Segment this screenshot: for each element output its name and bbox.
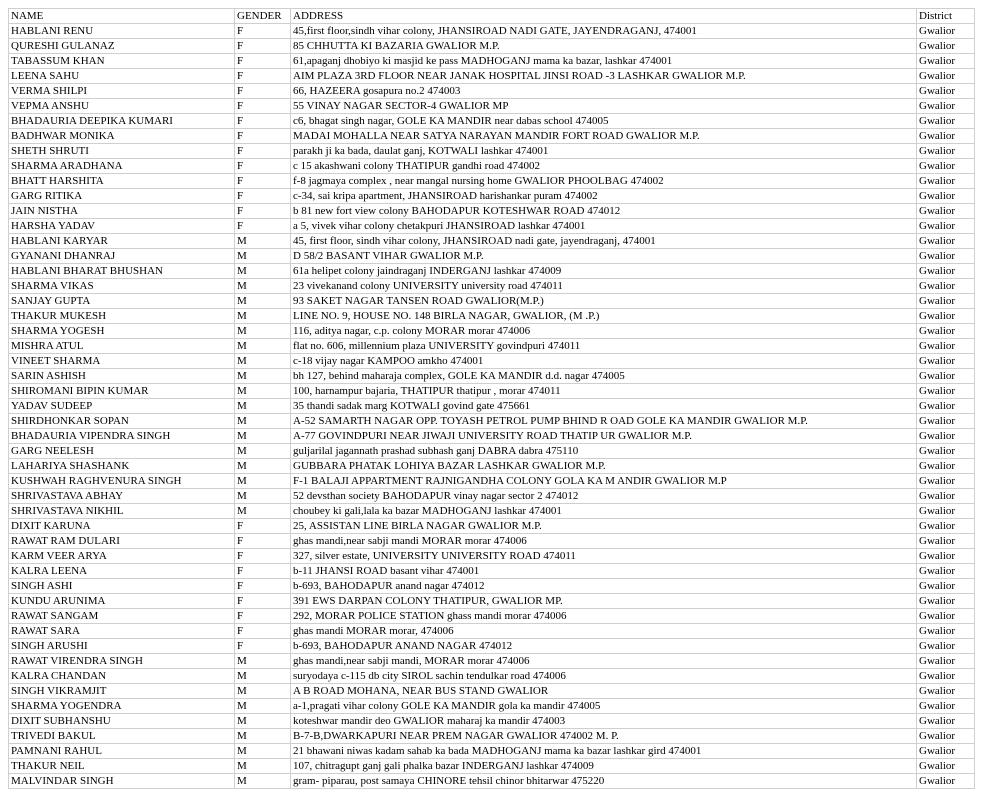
address-cell[interactable]: 23 vivekanand colony UNIVERSITY university road 474011 — [291, 279, 917, 294]
name-cell[interactable]: TRIVEDI BAKUL — [9, 729, 235, 744]
table-row — [9, 459, 975, 474]
name-cell[interactable]: BADHWAR MONIKA — [9, 129, 235, 144]
address-cell[interactable]: MADAI MOHALLA NEAR SATYA NARAYAN MANDIR FORT ROAD GWALIOR M.P. — [291, 129, 917, 144]
address-cell[interactable]: 35 thandi sadak marg KOTWALI govind gate 475661 — [291, 399, 917, 414]
address-cell[interactable]: 61a helipet colony jaindraganj INDERGANJ lashkar 474009 — [291, 264, 917, 279]
gender-cell[interactable]: F — [235, 39, 291, 54]
table-row — [9, 579, 975, 594]
district-cell[interactable]: Gwalior — [917, 249, 975, 264]
name-cell[interactable]: MISHRA ATUL — [9, 339, 235, 354]
name-cell[interactable]: HARSHA YADAV — [9, 219, 235, 234]
address-cell[interactable]: flat no. 606, millennium plaza UNIVERSITY govindpuri 474011 — [291, 339, 917, 354]
table-row — [9, 594, 975, 609]
table-row — [9, 174, 975, 189]
name-cell[interactable]: KALRA LEENA — [9, 564, 235, 579]
address-cell[interactable]: b-693, BAHODAPUR anand nagar 474012 — [291, 579, 917, 594]
gender-cell[interactable]: F — [235, 69, 291, 84]
name-cell[interactable]: PAMNANI RAHUL — [9, 744, 235, 759]
address-cell[interactable]: ghas mandi,near sabji mandi, MORAR morar 474006 — [291, 654, 917, 669]
district-cell[interactable]: Gwalior — [917, 414, 975, 429]
name-cell[interactable]: HABLANI BHARAT BHUSHAN — [9, 264, 235, 279]
table-row — [9, 519, 975, 534]
table-row — [9, 684, 975, 699]
name-cell[interactable]: SARIN ASHISH — [9, 369, 235, 384]
district-cell[interactable]: Gwalior — [917, 129, 975, 144]
name-cell[interactable]: SINGH ASHI — [9, 579, 235, 594]
address-cell[interactable]: bh 127, behind maharaja complex, GOLE KA MANDIR d.d. nagar 474005 — [291, 369, 917, 384]
gender-cell[interactable]: M — [235, 309, 291, 324]
gender-cell[interactable]: F — [235, 129, 291, 144]
gender-cell[interactable]: M — [235, 429, 291, 444]
name-cell[interactable]: SHRIVASTAVA ABHAY — [9, 489, 235, 504]
gender-cell[interactable]: M — [235, 459, 291, 474]
name-cell[interactable]: SHARMA ARADHANA — [9, 159, 235, 174]
table-row — [9, 354, 975, 369]
gender-cell[interactable]: M — [235, 759, 291, 774]
address-cell[interactable]: b-693, BAHODAPUR ANAND NAGAR 474012 — [291, 639, 917, 654]
name-cell[interactable]: MALVINDAR SINGH — [9, 774, 235, 789]
name-cell[interactable]: SINGH ARUSHI — [9, 639, 235, 654]
district-cell[interactable]: Gwalior — [917, 174, 975, 189]
gender-cell[interactable]: F — [235, 189, 291, 204]
district-cell[interactable]: Gwalior — [917, 774, 975, 789]
address-cell[interactable]: koteshwar mandir deo GWALIOR maharaj ka mandir 474003 — [291, 714, 917, 729]
gender-cell[interactable]: F — [235, 519, 291, 534]
address-cell[interactable]: 292, MORAR POLICE STATION ghass mandi morar 474006 — [291, 609, 917, 624]
name-cell[interactable]: YADAV SUDEEP — [9, 399, 235, 414]
district-cell[interactable]: Gwalior — [917, 474, 975, 489]
gender-cell[interactable]: M — [235, 384, 291, 399]
gender-cell[interactable]: F — [235, 114, 291, 129]
district-cell[interactable]: Gwalior — [917, 264, 975, 279]
address-cell[interactable]: 391 EWS DARPAN COLONY THATIPUR, GWALIOR MP. — [291, 594, 917, 609]
address-cell[interactable]: 61,apaganj dhobiyo ki masjid ke pass MADHOGANJ mama ka bazar, lashkar 474001 — [291, 54, 917, 69]
name-cell[interactable]: RAWAT SARA — [9, 624, 235, 639]
name-cell[interactable]: SHARMA VIKAS — [9, 279, 235, 294]
column-header-gender[interactable]: GENDER — [235, 9, 291, 24]
address-cell[interactable]: gram- piparau, post samaya CHINORE tehsil chinor bhitarwar 475220 — [291, 774, 917, 789]
district-cell[interactable]: Gwalior — [917, 579, 975, 594]
address-cell[interactable]: b-11 JHANSI ROAD basant vihar 474001 — [291, 564, 917, 579]
gender-cell[interactable]: F — [235, 579, 291, 594]
name-cell[interactable]: LEENA SAHU — [9, 69, 235, 84]
name-cell[interactable]: HABLANI KARYAR — [9, 234, 235, 249]
table-row — [9, 564, 975, 579]
district-cell[interactable]: Gwalior — [917, 309, 975, 324]
name-cell[interactable]: HABLANI RENU — [9, 24, 235, 39]
address-cell[interactable]: choubey ki gali,lala ka bazar MADHOGANJ lashkar 474001 — [291, 504, 917, 519]
district-cell[interactable]: Gwalior — [917, 84, 975, 99]
district-cell[interactable]: Gwalior — [917, 294, 975, 309]
address-cell[interactable]: a 5, vivek vihar colony chetakpuri JHANSIROAD lashkar 474001 — [291, 219, 917, 234]
district-cell[interactable]: Gwalior — [917, 639, 975, 654]
table-row — [9, 549, 975, 564]
table-row — [9, 339, 975, 354]
table-row — [9, 399, 975, 414]
table-row — [9, 264, 975, 279]
gender-cell[interactable]: M — [235, 729, 291, 744]
district-cell[interactable]: Gwalior — [917, 729, 975, 744]
address-cell[interactable]: 25, ASSISTAN LINE BIRLA NAGAR GWALIOR M.P. — [291, 519, 917, 534]
table-row — [9, 219, 975, 234]
spreadsheet — [8, 8, 974, 789]
name-cell[interactable]: BHADAURIA VIPENDRA SINGH — [9, 429, 235, 444]
records-table — [8, 8, 975, 789]
table-row — [9, 159, 975, 174]
table-row — [9, 654, 975, 669]
gender-cell[interactable]: M — [235, 324, 291, 339]
table-row — [9, 249, 975, 264]
name-cell[interactable]: DIXIT KARUNA — [9, 519, 235, 534]
gender-cell[interactable]: M — [235, 339, 291, 354]
table-row — [9, 369, 975, 384]
gender-cell[interactable]: F — [235, 24, 291, 39]
name-cell[interactable]: VEPMA ANSHU — [9, 99, 235, 114]
table-row — [9, 699, 975, 714]
address-cell[interactable]: GUBBARA PHATAK LOHIYA BAZAR LASHKAR GWALIOR M.P. — [291, 459, 917, 474]
address-cell[interactable]: c6, bhagat singh nagar, GOLE KA MANDIR near dabas school 474005 — [291, 114, 917, 129]
gender-cell[interactable]: M — [235, 714, 291, 729]
gender-cell[interactable]: F — [235, 174, 291, 189]
address-cell[interactable]: 66, HAZEERA gosapura no.2 474003 — [291, 84, 917, 99]
table-row — [9, 444, 975, 459]
table-row — [9, 609, 975, 624]
district-cell[interactable]: Gwalior — [917, 399, 975, 414]
gender-cell[interactable]: M — [235, 294, 291, 309]
district-cell[interactable]: Gwalior — [917, 114, 975, 129]
name-cell[interactable]: RAWAT VIRENDRA SINGH — [9, 654, 235, 669]
gender-cell[interactable]: M — [235, 474, 291, 489]
district-cell[interactable]: Gwalior — [917, 219, 975, 234]
name-cell[interactable]: RAWAT SANGAM — [9, 609, 235, 624]
district-cell[interactable]: Gwalior — [917, 189, 975, 204]
table-row — [9, 99, 975, 114]
district-cell[interactable]: Gwalior — [917, 324, 975, 339]
gender-cell[interactable]: M — [235, 354, 291, 369]
gender-cell[interactable]: F — [235, 609, 291, 624]
gender-cell[interactable]: F — [235, 549, 291, 564]
table-row — [9, 429, 975, 444]
address-cell[interactable]: guljarilal jagannath prashad subhash ganj DABRA dabra 475110 — [291, 444, 917, 459]
name-cell[interactable]: KALRA CHANDAN — [9, 669, 235, 684]
table-row — [9, 204, 975, 219]
column-header-name[interactable]: NAME — [9, 9, 235, 24]
gender-cell[interactable]: F — [235, 564, 291, 579]
address-cell[interactable]: 45, first floor, sindh vihar colony, JHANSIROAD nadi gate, jayendraganj, 474001 — [291, 234, 917, 249]
address-cell[interactable]: parakh ji ka bada, daulat ganj, KOTWALI lashkar 474001 — [291, 144, 917, 159]
address-cell[interactable]: A-77 GOVINDPURI NEAR JIWAJI UNIVERSITY ROAD THATIP UR GWALIOR M.P. — [291, 429, 917, 444]
name-cell[interactable]: DIXIT SUBHANSHU — [9, 714, 235, 729]
gender-cell[interactable]: M — [235, 699, 291, 714]
address-cell[interactable]: b 81 new fort view colony BAHODAPUR KOTESHWAR ROAD 474012 — [291, 204, 917, 219]
district-cell[interactable]: Gwalior — [917, 279, 975, 294]
table-row — [9, 534, 975, 549]
gender-cell[interactable]: M — [235, 684, 291, 699]
address-cell[interactable]: LINE NO. 9, HOUSE NO. 148 BIRLA NAGAR, GWALIOR, (M .P.) — [291, 309, 917, 324]
district-cell[interactable]: Gwalior — [917, 159, 975, 174]
name-cell[interactable]: RAWAT RAM DULARI — [9, 534, 235, 549]
name-cell[interactable]: BHATT HARSHITA — [9, 174, 235, 189]
address-cell[interactable]: A B ROAD MOHANA, NEAR BUS STAND GWALIOR — [291, 684, 917, 699]
table-row — [9, 669, 975, 684]
name-cell[interactable]: SANJAY GUPTA — [9, 294, 235, 309]
gender-cell[interactable]: F — [235, 84, 291, 99]
table-row — [9, 774, 975, 789]
name-cell[interactable]: QURESHI GULANAZ — [9, 39, 235, 54]
table-body — [9, 24, 975, 789]
table-row — [9, 234, 975, 249]
address-cell[interactable]: D 58/2 BASANT VIHAR GWALIOR M.P. — [291, 249, 917, 264]
table-row — [9, 624, 975, 639]
district-cell[interactable]: Gwalior — [917, 54, 975, 69]
gender-cell[interactable]: F — [235, 639, 291, 654]
district-cell[interactable]: Gwalior — [917, 549, 975, 564]
name-cell[interactable]: THAKUR MUKESH — [9, 309, 235, 324]
district-cell[interactable]: Gwalior — [917, 759, 975, 774]
gender-cell[interactable]: F — [235, 99, 291, 114]
name-cell[interactable]: JAIN NISTHA — [9, 204, 235, 219]
address-cell[interactable]: c 15 akashwani colony THATIPUR gandhi road 474002 — [291, 159, 917, 174]
table-row — [9, 744, 975, 759]
gender-cell[interactable]: M — [235, 234, 291, 249]
name-cell[interactable]: GARG RITIKA — [9, 189, 235, 204]
district-cell[interactable]: Gwalior — [917, 444, 975, 459]
gender-cell[interactable]: F — [235, 534, 291, 549]
name-cell[interactable]: LAHARIYA SHASHANK — [9, 459, 235, 474]
gender-cell[interactable]: M — [235, 774, 291, 789]
district-cell[interactable]: Gwalior — [917, 669, 975, 684]
address-cell[interactable]: F-1 BALAJI APPARTMENT RAJNIGANDHA COLONY GOLA KA M ANDIR GWALIOR M.P — [291, 474, 917, 489]
gender-cell[interactable]: M — [235, 249, 291, 264]
name-cell[interactable]: SHARMA YOGESH — [9, 324, 235, 339]
gender-cell[interactable]: M — [235, 504, 291, 519]
address-cell[interactable]: A-52 SAMARTH NAGAR OPP. TOYASH PETROL PUMP BHIND R OAD GOLE KA MANDIR GWALIOR M.P. — [291, 414, 917, 429]
district-cell[interactable]: Gwalior — [917, 69, 975, 84]
table-row — [9, 39, 975, 54]
table-row — [9, 279, 975, 294]
gender-cell[interactable]: M — [235, 414, 291, 429]
district-cell[interactable]: Gwalior — [917, 429, 975, 444]
gender-cell[interactable]: F — [235, 624, 291, 639]
table-row — [9, 69, 975, 84]
district-cell[interactable]: Gwalior — [917, 624, 975, 639]
name-cell[interactable]: KUSHWAH RAGHVENURA SINGH — [9, 474, 235, 489]
table-row — [9, 489, 975, 504]
district-cell[interactable]: Gwalior — [917, 489, 975, 504]
district-cell[interactable]: Gwalior — [917, 654, 975, 669]
name-cell[interactable]: KARM VEER ARYA — [9, 549, 235, 564]
address-cell[interactable]: 55 VINAY NAGAR SECTOR-4 GWALIOR MP — [291, 99, 917, 114]
table-row — [9, 309, 975, 324]
table-row — [9, 294, 975, 309]
district-cell[interactable]: Gwalior — [917, 384, 975, 399]
address-cell[interactable]: 93 SAKET NAGAR TANSEN ROAD GWALIOR(M.P.) — [291, 294, 917, 309]
gender-cell[interactable]: F — [235, 54, 291, 69]
district-cell[interactable]: Gwalior — [917, 504, 975, 519]
address-cell[interactable]: 116, aditya nagar, c.p. colony MORAR morar 474006 — [291, 324, 917, 339]
name-cell[interactable]: KUNDU ARUNIMA — [9, 594, 235, 609]
table-row — [9, 24, 975, 39]
gender-cell[interactable]: F — [235, 594, 291, 609]
table-row — [9, 414, 975, 429]
name-cell[interactable]: SHIROMANI BIPIN KUMAR — [9, 384, 235, 399]
address-cell[interactable]: 85 CHHUTTA KI BAZARIA GWALIOR M.P. — [291, 39, 917, 54]
gender-cell[interactable]: M — [235, 369, 291, 384]
address-cell[interactable]: suryodaya c-115 db city SIROL sachin tendulkar road 474006 — [291, 669, 917, 684]
gender-cell[interactable]: F — [235, 144, 291, 159]
address-cell[interactable]: 45,first floor,sindh vihar colony, JHANSIROAD NADI GATE, JAYENDRAGANJ, 474001 — [291, 24, 917, 39]
table-row — [9, 474, 975, 489]
gender-cell[interactable]: F — [235, 219, 291, 234]
table-row — [9, 729, 975, 744]
district-cell[interactable]: Gwalior — [917, 594, 975, 609]
district-cell[interactable]: Gwalior — [917, 234, 975, 249]
gender-cell[interactable]: M — [235, 669, 291, 684]
name-cell[interactable]: SHARMA YOGENDRA — [9, 699, 235, 714]
name-cell[interactable]: SHETH SHRUTI — [9, 144, 235, 159]
header-row — [9, 9, 975, 24]
table-row — [9, 384, 975, 399]
name-cell[interactable]: SHRIVASTAVA NIKHIL — [9, 504, 235, 519]
table-row — [9, 114, 975, 129]
address-cell[interactable]: B-7-B,DWARKAPURI NEAR PREM NAGAR GWALIOR 474002 M. P. — [291, 729, 917, 744]
district-cell[interactable]: Gwalior — [917, 684, 975, 699]
gender-cell[interactable]: M — [235, 279, 291, 294]
district-cell[interactable]: Gwalior — [917, 699, 975, 714]
address-cell[interactable]: c-34, sai kripa apartment, JHANSIROAD harishankar puram 474002 — [291, 189, 917, 204]
district-cell[interactable]: Gwalior — [917, 354, 975, 369]
address-cell[interactable]: f-8 jagmaya complex , near mangal nursing home GWALIOR PHOOLBAG 474002 — [291, 174, 917, 189]
address-cell[interactable]: 21 bhawani niwas kadam sahab ka bada MADHOGANJ mama ka bazar lashkar gird 474001 — [291, 744, 917, 759]
address-cell[interactable]: c-18 vijay nagar KAMPOO amkho 474001 — [291, 354, 917, 369]
district-cell[interactable]: Gwalior — [917, 564, 975, 579]
address-cell[interactable]: a-1,pragati vihar colony GOLE KA MANDIR gola ka mandir 474005 — [291, 699, 917, 714]
address-cell[interactable]: ghas mandi,near sabji mandi MORAR morar 474006 — [291, 534, 917, 549]
address-cell[interactable]: 52 devsthan society BAHODAPUR vinay nagar sector 2 474012 — [291, 489, 917, 504]
table-row — [9, 639, 975, 654]
table-row — [9, 189, 975, 204]
district-cell[interactable]: Gwalior — [917, 609, 975, 624]
name-cell[interactable]: GARG NEELESH — [9, 444, 235, 459]
gender-cell[interactable]: M — [235, 444, 291, 459]
name-cell[interactable]: SHIRDHONKAR SOPAN — [9, 414, 235, 429]
district-cell[interactable]: Gwalior — [917, 204, 975, 219]
gender-cell[interactable]: M — [235, 489, 291, 504]
address-cell[interactable]: AIM PLAZA 3RD FLOOR NEAR JANAK HOSPITAL JINSI ROAD -3 LASHKAR GWALIOR M.P. — [291, 69, 917, 84]
table-row — [9, 504, 975, 519]
name-cell[interactable]: SINGH VIKRAMJIT — [9, 684, 235, 699]
table-row — [9, 714, 975, 729]
table-row — [9, 84, 975, 99]
district-cell[interactable]: Gwalior — [917, 714, 975, 729]
district-cell[interactable]: Gwalior — [917, 459, 975, 474]
address-cell[interactable]: ghas mandi MORAR morar, 474006 — [291, 624, 917, 639]
column-header-district[interactable]: District — [917, 9, 975, 24]
gender-cell[interactable]: F — [235, 159, 291, 174]
name-cell[interactable]: TABASSUM KHAN — [9, 54, 235, 69]
name-cell[interactable]: GYANANI DHANRAJ — [9, 249, 235, 264]
gender-cell[interactable]: M — [235, 399, 291, 414]
gender-cell[interactable]: M — [235, 744, 291, 759]
district-cell[interactable]: Gwalior — [917, 534, 975, 549]
district-cell[interactable]: Gwalior — [917, 519, 975, 534]
table-row — [9, 759, 975, 774]
district-cell[interactable]: Gwalior — [917, 369, 975, 384]
district-cell[interactable]: Gwalior — [917, 99, 975, 114]
address-cell[interactable]: 327, silver estate, UNIVERSITY UNIVERSITY ROAD 474011 — [291, 549, 917, 564]
address-cell[interactable]: 107, chitragupt ganj gali phalka bazar INDERGANJ lashkar 474009 — [291, 759, 917, 774]
table-row — [9, 144, 975, 159]
district-cell[interactable]: Gwalior — [917, 24, 975, 39]
name-cell[interactable]: THAKUR NEIL — [9, 759, 235, 774]
table-row — [9, 324, 975, 339]
name-cell[interactable]: VERMA SHILPI — [9, 84, 235, 99]
table-row — [9, 54, 975, 69]
gender-cell[interactable]: M — [235, 264, 291, 279]
gender-cell[interactable]: F — [235, 204, 291, 219]
district-cell[interactable]: Gwalior — [917, 744, 975, 759]
address-cell[interactable]: 100, harnampur bajaria, THATIPUR thatipur , morar 474011 — [291, 384, 917, 399]
district-cell[interactable]: Gwalior — [917, 39, 975, 54]
name-cell[interactable]: VINEET SHARMA — [9, 354, 235, 369]
column-header-address[interactable]: ADDRESS — [291, 9, 917, 24]
gender-cell[interactable]: M — [235, 654, 291, 669]
district-cell[interactable]: Gwalior — [917, 144, 975, 159]
table-row — [9, 129, 975, 144]
district-cell[interactable]: Gwalior — [917, 339, 975, 354]
name-cell[interactable]: BHADAURIA DEEPIKA KUMARI — [9, 114, 235, 129]
